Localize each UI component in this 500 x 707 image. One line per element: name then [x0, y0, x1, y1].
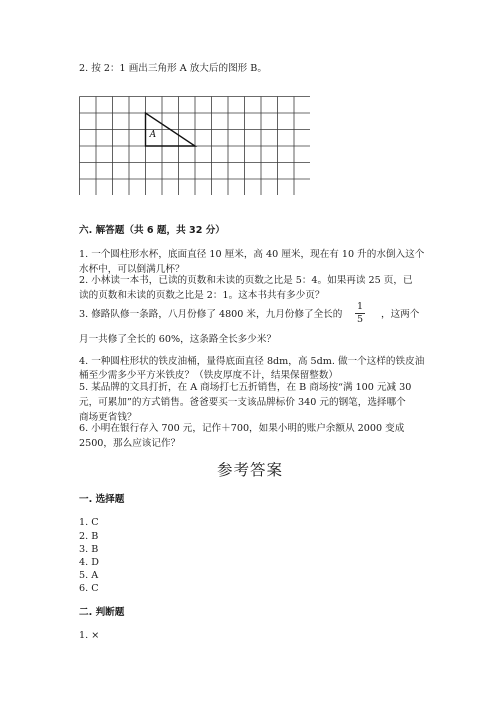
fraction-one-fifth	[354, 302, 366, 325]
problem-3-line-2: 月一共修了全长的 60%，这条路全长多少米？	[79, 334, 277, 345]
problem-5-line-2: 元，可累加”的方式销售。爸爸要买一支该品牌标价 340 元的钢笔，选择哪个	[79, 397, 406, 408]
problem-6-line-1: 6. 小明在银行存入 700 元，记作＋700，如果小明的账户余额从 2000 变成	[79, 423, 405, 434]
answer-item: 1. C	[79, 517, 99, 528]
problem-3-line-1-end: ，这两个	[381, 309, 420, 320]
fraction-denominator: 5	[356, 314, 364, 325]
triangle-label: A	[149, 129, 157, 140]
problem-6-line-2: 2500，那么应该记作？	[79, 438, 181, 449]
problem-2-line-1: 2. 小林读一本书，已读的页数和未读的页数之比是 5：4。如果再读 25 页，已	[79, 275, 413, 286]
answer-item: 2. B	[79, 531, 99, 542]
problem-1-line-2: 水杯中，可以倒满几杯？	[79, 264, 185, 275]
answer-item: 6. C	[79, 583, 99, 594]
problem-2-line-2: 读的页数和未读的页数之比是 2：1。这本书共有多少页？	[79, 290, 325, 301]
answer-item: 1. ×	[79, 630, 100, 641]
problem-5-line-3: 商场更省钱？	[79, 412, 137, 423]
answers-title: 参考答案	[217, 461, 284, 479]
question-2-instruction: 2. 按 2：1 画出三角形 A 放大后的图形 B。	[79, 63, 267, 74]
problem-3-line-1-start: 3. 修路队修一条路，八月份修了 4800 米，九月份修了全长的	[79, 309, 343, 320]
section-6-heading: 六. 解答题（共 6 题，共 32 分）	[79, 225, 225, 236]
problem-4-line-1: 4. 一种圆柱形状的铁皮油桶，量得底面直径 8dm，高 5dm. 做一个这样的铁皮油	[79, 356, 425, 367]
answer-item: 5. A	[79, 570, 99, 581]
answers-part-2-heading: 二. 判断题	[79, 607, 125, 618]
fraction-numerator: 1	[356, 301, 364, 312]
problem-4-line-2: 桶至少需多少平方米铁皮？（铁皮厚度不计，结果保留整数）	[79, 370, 339, 381]
problem-5-line-1: 5. 某品牌的文具打折，在 A 商场打七五折销售，在 B 商场按“满 100 元减 30	[79, 382, 412, 393]
answer-item: 4. D	[79, 557, 99, 568]
problem-1-line-1: 1. 一个圆柱形水杯，底面直径 10 厘米，高 40 厘米，现在有 10 升的水倒入这个	[79, 249, 425, 260]
answer-item: 3. B	[79, 544, 99, 555]
drawing-grid	[79, 96, 310, 195]
answers-part-1-heading: 一. 选择题	[79, 494, 125, 505]
